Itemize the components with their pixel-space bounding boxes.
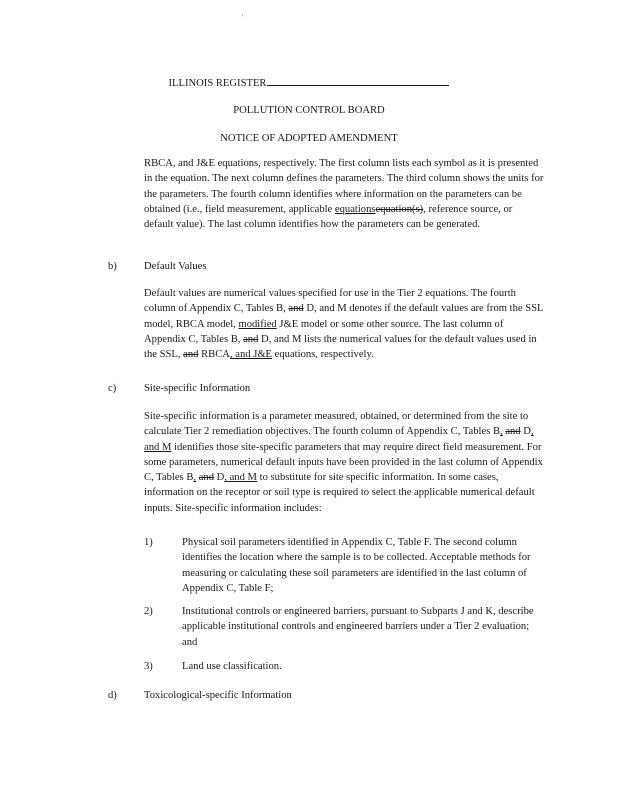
inserted-text: equations	[334, 203, 376, 215]
list-item: Land use classification.	[182, 661, 282, 672]
section-c-label: c)	[108, 383, 117, 394]
section-b-paragraph: Default values are numerical values specified for use in the Tier 2 equations. The fourth column of Appendix C, Tables B, and D, and M denotes if the default values are from the SSL model, RBCA model, modified J&E model or some other source. The last column of Appendix C, Tables B, and D, and M lists the numerical values for the default values used in the SSL, and RBCA, and J&E equations, respectively.	[144, 288, 544, 361]
section-b-title: Default Values	[144, 261, 207, 272]
inserted-text: , and M	[224, 472, 257, 484]
section-c-paragraph: Site-specific information is a parameter measured, obtained, or determined from the site to calculate Tier 2 remediation objectives. The fourth column of Appendix C, Tables B, and D, and M identifies those site-specific parameters that may require direct field measurement. For some parameters, numerical default inputs have been provided in the last column of Appendix C, Tables B, and D, and M to substitute for site specific information. In some cases, information on the receptor or soil type is required to select the applicable numerical default inputs. Site-specific information includes:	[144, 411, 543, 514]
register-title: ILLINOIS REGISTER	[168, 78, 267, 89]
register-header	[0, 74, 618, 91]
deleted-text: and	[243, 333, 259, 345]
inserted-text: ,	[193, 472, 197, 484]
notice-title: NOTICE OF ADOPTED AMENDMENT	[220, 133, 398, 144]
list-item-number: 3)	[144, 661, 153, 672]
list-item: Institutional controls or engineered barriers, pursuant to Subparts J and K, describe applicable institutional controls and engineered barriers under a Tier 2 evaluation; and	[182, 606, 534, 648]
deleted-text: equation(s)	[375, 203, 424, 215]
inserted-text: ,	[500, 426, 503, 438]
list-item-number: 2)	[144, 606, 153, 617]
deleted-text: and	[198, 472, 214, 484]
deleted-text: and	[505, 426, 521, 438]
inserted-text: modified	[238, 318, 277, 330]
list-item: Physical soil parameters identified in Appendix C, Table F. The second column identifies the location where the sample is to be collected. Acceptable methods for measuring or calculating these soil parameters are identified in the last column of Appendix C, Table F;	[182, 537, 531, 594]
section-d-label: d)	[108, 690, 117, 701]
inserted-text: , and J&E	[229, 349, 273, 361]
section-c-title: Site-specific Information	[144, 383, 251, 394]
list-item-number: 1)	[144, 537, 153, 548]
register-blank-line	[267, 74, 449, 86]
intro-paragraph: RBCA, and J&E equations, respectively. The first column lists each symbol as it is presented in the equation. The next column defines the parameters. The third column shows the units for the parameters. The fourth column identifies where information on the parameters can be obtained (i.e., field measurement, applicable equationsequation(s), reference source, or default value). The last column identifies how the parameters can be generated.	[144, 158, 544, 231]
board-name: POLLUTION CONTROL BOARD	[233, 105, 385, 116]
deleted-text: and	[183, 349, 199, 361]
section-d-title: Toxicological-specific Information	[144, 690, 292, 701]
deleted-text: and	[288, 303, 304, 315]
section-b-label: b)	[108, 261, 117, 272]
scan-mark: '	[242, 13, 244, 22]
inserted-text: , and M	[144, 426, 534, 453]
